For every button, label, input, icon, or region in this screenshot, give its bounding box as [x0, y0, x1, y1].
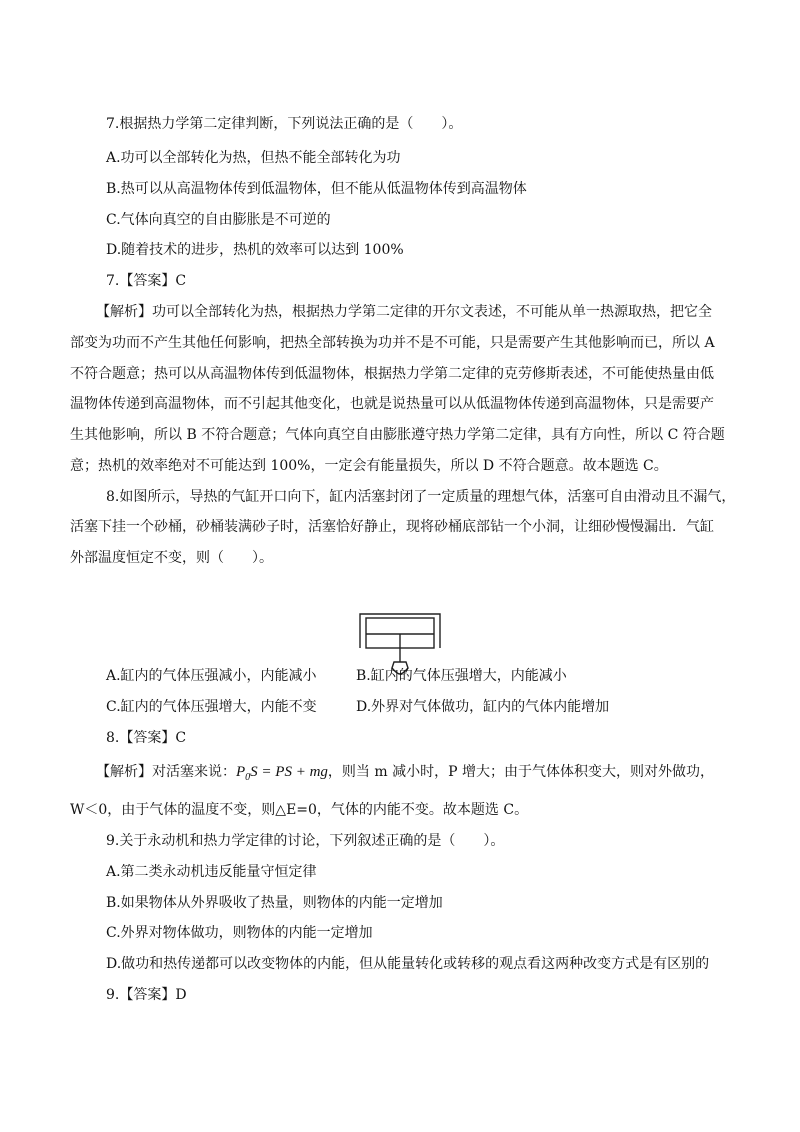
q8-analysis-line-1 [96, 762, 714, 788]
q8-stem-line-2: 活塞下挂一个砂桶，砂桶装满砂子时，活塞恰好静止，现将砂桶底部钻一个小洞，让细砂慢慢漏出．气缸 [70, 519, 714, 535]
q9-stem: 9.关于永动机和热力学定律的讨论，下列叙述正确的是（ ）。 [106, 833, 505, 849]
q7-option-b: B.热可以从高温物体传到低温物体，但不能从低温物体传到高温物体 [106, 181, 527, 197]
q9-option-b: B.如果物体从外界吸收了热量，则物体的内能一定增加 [106, 895, 443, 911]
q9-option-d: D.做功和热传递都可以改变物体的内能，但从能量转化或转移的观点看这两种改变方式是有区别的 [106, 956, 710, 972]
q7-analysis-line-2: 部变为功而不产生其他任何影响，把热全部转换为功并不是不可能，只是需要产生其他影响而已，所以 A [70, 335, 715, 351]
q8-option-d: D.外界对气体做功，缸内的气体内能增加 [356, 699, 610, 715]
q7-analysis-line-5: 生其他影响，所以 B 不符合题意；气体向真空自由膨胀遵守热力学第二定律，具有方向性，所以 C 符合题 [70, 427, 725, 443]
q7-option-c: C.气体向真空的自由膨胀是不可逆的 [106, 212, 331, 228]
q8-option-c: C.缸内的气体压强增大，内能不变 [106, 699, 317, 715]
q8-analysis-line-2: W＜0，由于气体的温度不变，则△E=0，气体的内能不变。故本题选 C。 [70, 802, 529, 818]
q8-analysis-suffix: ，则当 m 减小时，P 增大；由于气体体积变大，则对外做功， [327, 764, 714, 780]
q8-option-a: A.缸内的气体压强减小，内能减小 [106, 668, 317, 684]
q9-option-a: A.第二类永动机违反能量守恒定律 [106, 864, 317, 880]
q8-answer: 8.【答案】C [106, 730, 187, 746]
q7-option-a: A.功可以全部转化为热，但热不能全部转化为功 [106, 150, 401, 166]
q7-analysis-line-1: 【解析】功可以全部转化为热，根据热力学第二定律的开尔文表述，不可能从单一热源取热，把它全 [96, 304, 712, 320]
q7-analysis-line-4: 温物体传递到高温物体，而不引起其他变化，也就是说热量可以从低温物体传递到高温物体，只是需要产 [70, 396, 714, 412]
q8-stem-line-1: 8.如图所示，导热的气缸开口向下，缸内活塞封闭了一定质量的理想气体，活塞可自由滑动且不漏气， [106, 489, 736, 505]
q7-stem: 7.根据热力学第二定律判断，下列说法正确的是（ ）。 [106, 116, 463, 132]
q8-option-b: B.缸内的气体压强增大，内能减小 [356, 668, 567, 684]
q8-stem-line-3: 外部温度恒定不变，则（ ）。 [70, 550, 273, 566]
q9-option-c: C.外界对物体做功，则物体的内能一定增加 [106, 925, 373, 941]
q9-answer: 9.【答案】D [106, 987, 187, 1003]
q7-analysis-line-6: 意；热机的效率绝对不可能达到 100%，一定会有能量损失，所以 D 不符合题意。故本题选 C。 [70, 458, 668, 474]
q7-answer: 7.【答案】C [106, 273, 187, 289]
q8-analysis-prefix: 【解析】对活塞来说： [96, 764, 236, 780]
q8-formula: $P_0S$ = PS + mg [236, 764, 328, 783]
q7-option-d: D.随着技术的进步，热机的效率可以达到 100% [106, 242, 404, 258]
q7-analysis-line-3: 不符合题意；热可以从高温物体传到低温物体，根据热力学第二定律的克劳修斯表述，不可能使热量由低 [70, 366, 714, 382]
